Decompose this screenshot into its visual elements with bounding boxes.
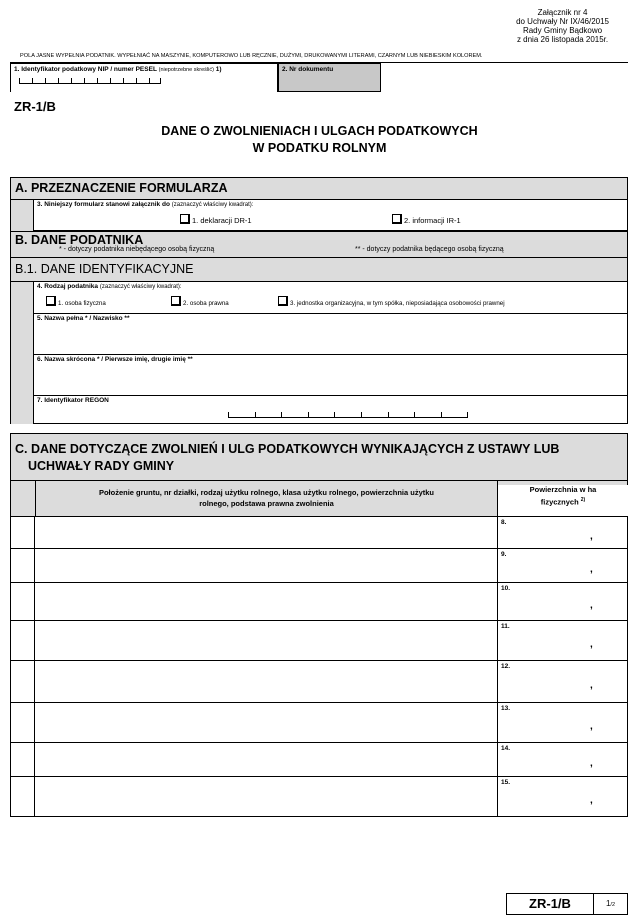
- option-organizational-unit[interactable]: 3. jednostka organizacyjna, w tym spółka, nieposiadająca osobowości prawnej: [278, 296, 505, 307]
- row-number-cell: [11, 703, 35, 742]
- row-field-number: 11.: [501, 623, 510, 630]
- description-cell[interactable]: [36, 517, 497, 548]
- row-field-number: 14.: [501, 745, 511, 752]
- row-number-cell: [11, 661, 35, 702]
- tax-id-field[interactable]: [10, 63, 278, 92]
- row-field-number: 8.: [501, 519, 507, 526]
- regon-field[interactable]: [34, 396, 628, 424]
- footer-form-code: ZR-1/B: [506, 893, 594, 915]
- footer-page-number: 1/2: [594, 893, 628, 915]
- row-field-number: 13.: [501, 705, 511, 712]
- tax-id-label: 1. Identyfikator podatkowy NIP / numer PESEL (niepotrzebne skreślić) 1): [14, 66, 222, 73]
- section-b1-title: B.1. DANE IDENTYFIKACYJNE: [15, 262, 194, 276]
- area-cell[interactable]: [498, 583, 628, 620]
- full-name-field[interactable]: [34, 314, 628, 355]
- attachment-line-1: Załącznik nr 4: [537, 8, 588, 17]
- area-cell[interactable]: [498, 549, 628, 582]
- column-header-description: Położenie gruntu, nr działki, rodzaj użytku rolnego, klasa użytku rolnego, powierzchnia użytku rolnego, podstawa prawna zwolnienia: [98, 488, 435, 508]
- attachment-line-3: Rady Gminy Bądkowo: [522, 26, 603, 35]
- section-b-header: [10, 231, 628, 258]
- dr1-checkbox[interactable]: [180, 214, 190, 224]
- table-row: [10, 777, 628, 817]
- table-row: [10, 661, 628, 703]
- form-code: ZR-1/B: [14, 99, 56, 114]
- area-cell[interactable]: [498, 743, 628, 776]
- section-a-margin: [10, 200, 34, 231]
- section-c-title-line-2: UCHWAŁY RADY GMINY: [28, 459, 175, 473]
- section-a-header: [10, 177, 628, 200]
- decimal-separator: ,: [590, 564, 593, 575]
- description-cell[interactable]: [36, 703, 497, 742]
- table-row: [10, 621, 628, 661]
- area-cell[interactable]: [498, 517, 628, 548]
- table-row: [10, 549, 628, 583]
- row-number-cell: [11, 743, 35, 776]
- section-c-header: [10, 433, 628, 481]
- section-b1-header: [10, 258, 628, 282]
- description-cell[interactable]: [36, 583, 497, 620]
- section-a-title: A. PRZEZNACZENIE FORMULARZA: [15, 181, 228, 195]
- column-header-area: Powierzchnia w ha fizycznych $^{2)}$: [498, 485, 628, 516]
- table-header-row: [10, 481, 628, 517]
- row-number-cell: [11, 549, 35, 582]
- row-number-cell: [11, 777, 35, 816]
- attachment-line-4: z dnia 26 listopada 2015r.: [516, 35, 609, 44]
- decimal-separator: ,: [590, 680, 593, 691]
- short-name-field[interactable]: [34, 355, 628, 396]
- row-field-number: 9.: [501, 551, 507, 558]
- area-cell[interactable]: [498, 703, 628, 742]
- form-title-line-2: W PODATKU ROLNYM: [252, 141, 387, 155]
- description-cell[interactable]: [36, 777, 497, 816]
- ir1-checkbox[interactable]: [392, 214, 402, 224]
- table-row: [10, 583, 628, 621]
- natural-person-checkbox[interactable]: [46, 296, 56, 306]
- decimal-separator: ,: [590, 600, 593, 611]
- section-c-title-line-1: C. DANE DOTYCZĄCE ZWOLNIEŃ I ULG PODATKOWYCH WYNIKAJĄCYCH Z USTAWY LUB: [15, 442, 560, 456]
- option-dr1[interactable]: 1. deklaracji DR-1: [180, 214, 252, 225]
- tax-id-ticks: [19, 78, 161, 84]
- section-b-note-1: * - dotyczy podatnika niebędącego osobą fizyczną: [59, 246, 215, 253]
- section-b-title: B. DANE PODATNIKA: [15, 233, 144, 247]
- regon-ticks: [228, 412, 468, 418]
- row-number-cell: [11, 583, 35, 620]
- field-3-label: 3. Niniejszy formularz stanowi załącznik do (zaznaczyć właściwy kwadrat):: [37, 201, 254, 208]
- field-5-label: 5. Nazwa pełna * / Nazwisko **: [37, 315, 130, 322]
- fill-instruction: POLA JASNE WYPEŁNIA PODATNIK. WYPEŁNIAĆ NA MASZYNIE, KOMPUTEROWO LUB RĘCZNIE, DUŻYMI, DRUKOWANYMI LITERAMI, CZARNYM LUB NIEBIESKIM KOLOREM.: [20, 53, 483, 59]
- description-cell[interactable]: [36, 621, 497, 660]
- area-cell[interactable]: [498, 661, 628, 702]
- form-title-line-1: DANE O ZWOLNIENIACH I ULGACH PODATKOWYCH: [161, 124, 478, 138]
- field-6-label: 6. Nazwa skrócona * / Pierwsze imię, drugie imię **: [37, 356, 193, 363]
- decimal-separator: ,: [590, 795, 593, 806]
- section-b-note-2: ** - dotyczy podatnika będącego osobą fizyczną: [355, 246, 504, 253]
- decimal-separator: ,: [590, 721, 593, 732]
- document-number-field: [278, 63, 381, 92]
- decimal-separator: ,: [590, 531, 593, 542]
- description-cell[interactable]: [36, 549, 497, 582]
- option-natural-person[interactable]: 1. osoba fizyczna: [46, 296, 106, 307]
- row-number-cell: [11, 621, 35, 660]
- form-purpose-field: [34, 200, 628, 231]
- legal-person-checkbox[interactable]: [171, 296, 181, 306]
- table-row: [10, 517, 628, 549]
- option-ir1[interactable]: 2. informacji IR-1: [392, 214, 461, 225]
- table-row: [10, 703, 628, 743]
- section-c-title: [15, 441, 559, 475]
- document-number-label: 2. Nr dokumentu: [282, 66, 334, 73]
- organizational-unit-checkbox[interactable]: [278, 296, 288, 306]
- section-b-margin: [10, 282, 34, 424]
- area-cell[interactable]: [498, 621, 628, 660]
- option-legal-person[interactable]: 2. osoba prawna: [171, 296, 229, 307]
- taxpayer-type-field: [34, 282, 628, 314]
- row-number-cell: [11, 517, 35, 548]
- decimal-separator: ,: [590, 639, 593, 650]
- row-field-number: 12.: [501, 663, 511, 670]
- area-cell[interactable]: [498, 777, 628, 816]
- field-4-label: 4. Rodzaj podatnika (zaznaczyć właściwy kwadrat):: [37, 283, 182, 290]
- description-cell[interactable]: [36, 743, 497, 776]
- row-field-number: 15.: [501, 779, 511, 786]
- attachment-line-2: do Uchwały Nr IX/46/2015: [516, 17, 609, 26]
- decimal-separator: ,: [590, 758, 593, 769]
- table-row: [10, 743, 628, 777]
- field-7-label: 7. Identyfikator REGON: [37, 397, 109, 404]
- attachment-note: [516, 8, 609, 44]
- description-cell[interactable]: [36, 661, 497, 702]
- row-field-number: 10.: [501, 585, 511, 592]
